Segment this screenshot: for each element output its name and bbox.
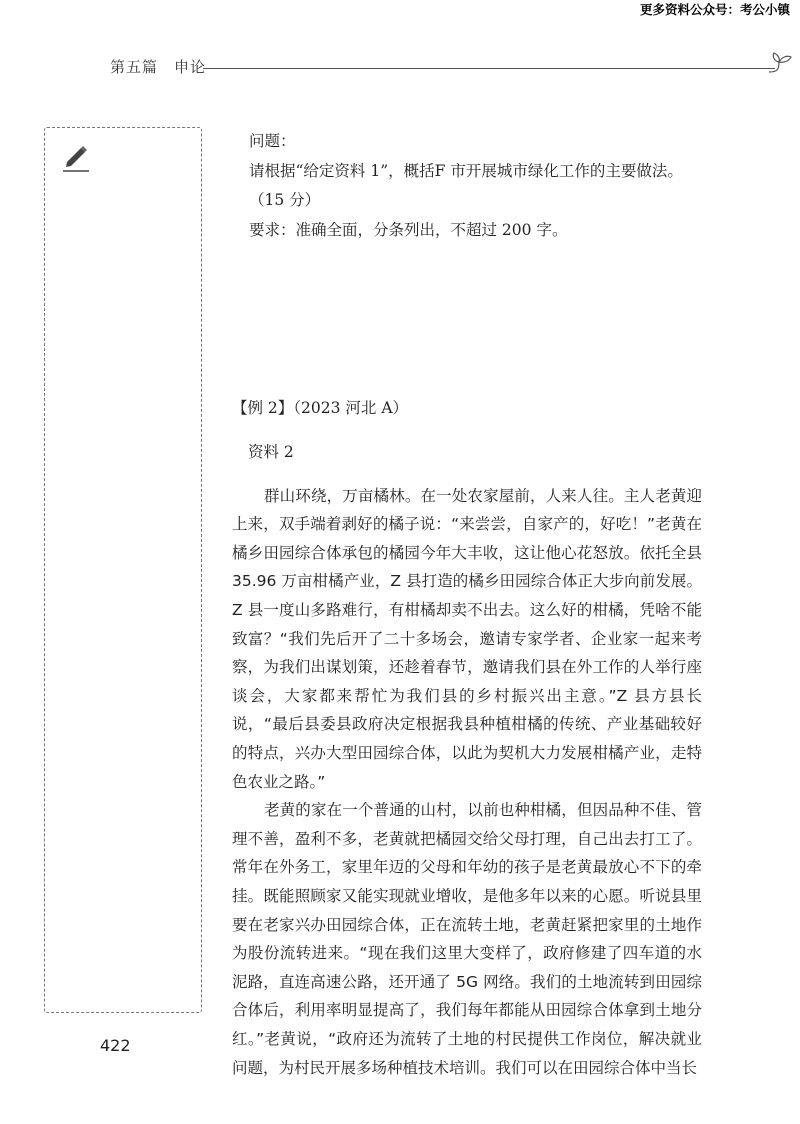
paragraph: 老黄的家在一个普通的山村，以前也种柑橘，但因品种不佳、管理不善，盈利不多，老黄就把橘园交给父母打理，自己出去打工了。常年在外务工，家里年迈的父母和年幼的孩子是老黄最放心不下的牵挂。既能照顾家又能实现就业增收，是他多年以来的心愿。听说县里要在老家兴办田园综合体，正在流转土地，老黄赶紧把家里的土地作为股份流转进来。“现在我们这里大变样了，政府修建了四车道的水泥路，直连高速公路，还开通了 5G 网络。我们的土地流转到田园综合体后，利用率明显提高了，我们每年都能从田园综合体拿到土地分红。”老黄说，“政府还为流转了土地的村民提供工作岗位，解决就业问题，为村民开展多场种植技术培训。我们可以在田园综合体中当长 [232,801,702,1077]
example-block [232,378,702,1082]
example-label: 【例 2】（2023 河北 A） [232,398,409,417]
page-header [100,48,700,80]
header-rule [203,68,775,69]
section-title: 第五篇 申论 [110,58,207,76]
watermark-text: 更多资料公众号：考公小镇 [639,2,790,17]
notes-box [44,127,202,1013]
pencil-icon [59,140,93,174]
question-text: 请根据“给定资料 1”，概括F 市开展城市绿化工作的主要做法。 [249,161,683,180]
sprout-icon [765,48,795,78]
question-block [217,127,697,245]
material-title: 资料 2 [248,442,294,461]
question-score: （15 分） [249,191,321,209]
question-label: 问题： [249,132,296,150]
material-body [232,482,702,1082]
page-number: 422 [100,1036,131,1055]
question-requirement: 要求：准确全面，分条列出，不超过 200 字。 [249,220,568,239]
paragraph: 群山环绕，万亩橘林。在一处农家屋前，人来人往。主人老黄迎上来，双手端着剥好的橘子说：“来尝尝，自家产的，好吃！”老黄在橘乡田园综合体承包的橘园今年大丰收，这让他心花怒放。依托全县 35.96 万亩柑橘产业，Z 县打造的橘乡田园综合体正大步向前发展。Z 县一度山多路难行，有柑橘却卖不出去。这么好的柑橘，凭啥不能致富？“我们先后开了二十多场会，邀请专家学者、企业家一起来考察，为我们出谋划策，还趁着春节，邀请我们县在外工作的人举行座谈会，大家都来帮忙为我们县的乡村振兴出主意。”Z 县方县长说，“最后县委县政府决定根据我县种植柑橘的传统、产业基础较好的特点，兴办大型田园综合体，以此为契机大力发展柑橘产业，走特色农业之路。” [232,486,702,791]
